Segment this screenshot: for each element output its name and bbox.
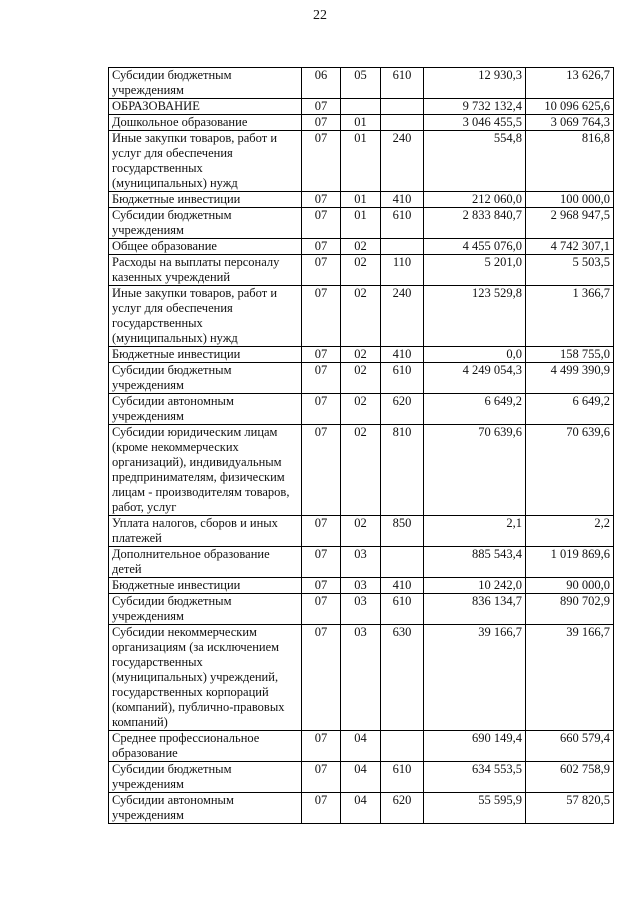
amount-year1-cell: 3 046 455,5 bbox=[424, 115, 526, 131]
subsection-code-cell: 02 bbox=[341, 516, 381, 547]
amount-year2-cell: 39 166,7 bbox=[526, 625, 614, 731]
expense-type-cell: 410 bbox=[381, 347, 424, 363]
row-name-cell: Субсидии автономным учреждениям bbox=[109, 793, 302, 824]
subsection-code-cell: 01 bbox=[341, 115, 381, 131]
expense-type-cell: 610 bbox=[381, 208, 424, 239]
section-code-cell: 06 bbox=[302, 68, 341, 99]
table-row bbox=[109, 68, 614, 99]
table-row bbox=[109, 255, 614, 286]
expense-type-cell: 240 bbox=[381, 131, 424, 192]
amount-year2-cell: 4 499 390,9 bbox=[526, 363, 614, 394]
subsection-code-cell: 02 bbox=[341, 286, 381, 347]
amount-year1-cell: 885 543,4 bbox=[424, 547, 526, 578]
section-code-cell: 07 bbox=[302, 115, 341, 131]
subsection-code-cell: 03 bbox=[341, 547, 381, 578]
expense-type-cell: 410 bbox=[381, 578, 424, 594]
amount-year2-cell: 6 649,2 bbox=[526, 394, 614, 425]
row-name-cell: Субсидии бюджетным учреждениям bbox=[109, 68, 302, 99]
section-code-cell: 07 bbox=[302, 594, 341, 625]
row-name-cell: Субсидии бюджетным учреждениям bbox=[109, 208, 302, 239]
expense-type-cell: 630 bbox=[381, 625, 424, 731]
subsection-code-cell bbox=[341, 99, 381, 115]
expense-type-cell bbox=[381, 239, 424, 255]
amount-year1-cell: 836 134,7 bbox=[424, 594, 526, 625]
amount-year1-cell: 690 149,4 bbox=[424, 731, 526, 762]
table-row bbox=[109, 208, 614, 239]
subsection-code-cell: 04 bbox=[341, 731, 381, 762]
row-name-cell: Иные закупки товаров, работ и услуг для обеспечения государственных (муниципальных) нужд bbox=[109, 131, 302, 192]
expense-type-cell bbox=[381, 547, 424, 578]
expense-type-cell: 240 bbox=[381, 286, 424, 347]
table-row bbox=[109, 731, 614, 762]
page-number: 22 bbox=[313, 8, 327, 23]
expense-type-cell: 620 bbox=[381, 394, 424, 425]
table-row bbox=[109, 625, 614, 731]
table-row bbox=[109, 192, 614, 208]
row-name-cell: Субсидии юридическим лицам (кроме некоммерческих организаций), индивидуальным предпринимателям, физическим лицам - производителям товаров, работ, услуг bbox=[109, 425, 302, 516]
section-code-cell: 07 bbox=[302, 394, 341, 425]
amount-year2-cell: 3 069 764,3 bbox=[526, 115, 614, 131]
expense-type-cell: 610 bbox=[381, 594, 424, 625]
row-name-cell: Дополнительное образование детей bbox=[109, 547, 302, 578]
table-row bbox=[109, 363, 614, 394]
row-name-cell: Субсидии бюджетным учреждениям bbox=[109, 594, 302, 625]
row-name-cell: Субсидии автономным учреждениям bbox=[109, 394, 302, 425]
subsection-code-cell: 02 bbox=[341, 363, 381, 394]
subsection-code-cell: 03 bbox=[341, 625, 381, 731]
subsection-code-cell: 05 bbox=[341, 68, 381, 99]
section-code-cell: 07 bbox=[302, 192, 341, 208]
subsection-code-cell: 04 bbox=[341, 793, 381, 824]
table-row bbox=[109, 594, 614, 625]
amount-year2-cell: 10 096 625,6 bbox=[526, 99, 614, 115]
section-code-cell: 07 bbox=[302, 625, 341, 731]
row-name-cell: Иные закупки товаров, работ и услуг для обеспечения государственных (муниципальных) нужд bbox=[109, 286, 302, 347]
subsection-code-cell: 02 bbox=[341, 425, 381, 516]
subsection-code-cell: 02 bbox=[341, 239, 381, 255]
expense-type-cell: 850 bbox=[381, 516, 424, 547]
row-name-cell: Дошкольное образование bbox=[109, 115, 302, 131]
section-code-cell: 07 bbox=[302, 547, 341, 578]
subsection-code-cell: 01 bbox=[341, 208, 381, 239]
subsection-code-cell: 03 bbox=[341, 578, 381, 594]
expense-type-cell bbox=[381, 99, 424, 115]
section-code-cell: 07 bbox=[302, 286, 341, 347]
row-name-cell: Субсидии бюджетным учреждениям bbox=[109, 363, 302, 394]
amount-year2-cell: 70 639,6 bbox=[526, 425, 614, 516]
amount-year1-cell: 2 833 840,7 bbox=[424, 208, 526, 239]
row-name-cell: Бюджетные инвестиции bbox=[109, 347, 302, 363]
amount-year1-cell: 55 595,9 bbox=[424, 793, 526, 824]
amount-year2-cell: 57 820,5 bbox=[526, 793, 614, 824]
section-code-cell: 07 bbox=[302, 578, 341, 594]
subsection-code-cell: 03 bbox=[341, 594, 381, 625]
amount-year2-cell: 5 503,5 bbox=[526, 255, 614, 286]
amount-year1-cell: 9 732 132,4 bbox=[424, 99, 526, 115]
table-row bbox=[109, 793, 614, 824]
amount-year1-cell: 12 930,3 bbox=[424, 68, 526, 99]
amount-year1-cell: 4 249 054,3 bbox=[424, 363, 526, 394]
row-name-cell: Общее образование bbox=[109, 239, 302, 255]
amount-year2-cell: 100 000,0 bbox=[526, 192, 614, 208]
row-name-cell: Расходы на выплаты персоналу казенных учреждений bbox=[109, 255, 302, 286]
section-code-cell: 07 bbox=[302, 425, 341, 516]
table-row bbox=[109, 115, 614, 131]
expense-type-cell: 610 bbox=[381, 68, 424, 99]
amount-year2-cell: 602 758,9 bbox=[526, 762, 614, 793]
section-code-cell: 07 bbox=[302, 363, 341, 394]
section-code-cell: 07 bbox=[302, 516, 341, 547]
row-name-cell: Бюджетные инвестиции bbox=[109, 192, 302, 208]
amount-year1-cell: 2,1 bbox=[424, 516, 526, 547]
table-row bbox=[109, 131, 614, 192]
table-row bbox=[109, 578, 614, 594]
amount-year2-cell: 90 000,0 bbox=[526, 578, 614, 594]
section-code-cell: 07 bbox=[302, 239, 341, 255]
amount-year2-cell: 13 626,7 bbox=[526, 68, 614, 99]
amount-year2-cell: 660 579,4 bbox=[526, 731, 614, 762]
table-row bbox=[109, 516, 614, 547]
section-code-cell: 07 bbox=[302, 208, 341, 239]
table-row bbox=[109, 394, 614, 425]
expense-type-cell: 110 bbox=[381, 255, 424, 286]
amount-year2-cell: 158 755,0 bbox=[526, 347, 614, 363]
amount-year2-cell: 816,8 bbox=[526, 131, 614, 192]
amount-year1-cell: 6 649,2 bbox=[424, 394, 526, 425]
section-code-cell: 07 bbox=[302, 793, 341, 824]
amount-year2-cell: 1 019 869,6 bbox=[526, 547, 614, 578]
section-code-cell: 07 bbox=[302, 762, 341, 793]
row-name-cell: Субсидии некоммерческим организациям (за исключением государственных (муниципальных) учреждений, государственных корпораций (компаний), публично-правовых компаний) bbox=[109, 625, 302, 731]
amount-year2-cell: 2,2 bbox=[526, 516, 614, 547]
amount-year1-cell: 10 242,0 bbox=[424, 578, 526, 594]
table-row bbox=[109, 425, 614, 516]
expense-type-cell: 610 bbox=[381, 363, 424, 394]
expense-type-cell: 810 bbox=[381, 425, 424, 516]
expense-type-cell: 620 bbox=[381, 793, 424, 824]
table-row bbox=[109, 286, 614, 347]
amount-year1-cell: 4 455 076,0 bbox=[424, 239, 526, 255]
table-row bbox=[109, 347, 614, 363]
amount-year1-cell: 212 060,0 bbox=[424, 192, 526, 208]
budget-table-body bbox=[109, 68, 614, 824]
row-name-cell: Бюджетные инвестиции bbox=[109, 578, 302, 594]
subsection-code-cell: 02 bbox=[341, 394, 381, 425]
expense-type-cell bbox=[381, 731, 424, 762]
amount-year2-cell: 890 702,9 bbox=[526, 594, 614, 625]
amount-year1-cell: 554,8 bbox=[424, 131, 526, 192]
section-code-cell: 07 bbox=[302, 731, 341, 762]
section-code-cell: 07 bbox=[302, 255, 341, 286]
row-name-cell: ОБРАЗОВАНИЕ bbox=[109, 99, 302, 115]
subsection-code-cell: 04 bbox=[341, 762, 381, 793]
section-code-cell: 07 bbox=[302, 131, 341, 192]
row-name-cell: Уплата налогов, сборов и иных платежей bbox=[109, 516, 302, 547]
amount-year1-cell: 634 553,5 bbox=[424, 762, 526, 793]
table-row bbox=[109, 762, 614, 793]
amount-year1-cell: 39 166,7 bbox=[424, 625, 526, 731]
budget-table bbox=[108, 67, 614, 824]
section-code-cell: 07 bbox=[302, 99, 341, 115]
amount-year2-cell: 2 968 947,5 bbox=[526, 208, 614, 239]
amount-year1-cell: 70 639,6 bbox=[424, 425, 526, 516]
table-row bbox=[109, 547, 614, 578]
subsection-code-cell: 01 bbox=[341, 192, 381, 208]
table-row bbox=[109, 99, 614, 115]
subsection-code-cell: 01 bbox=[341, 131, 381, 192]
expense-type-cell: 610 bbox=[381, 762, 424, 793]
expense-type-cell bbox=[381, 115, 424, 131]
row-name-cell: Среднее профессиональное образование bbox=[109, 731, 302, 762]
section-code-cell: 07 bbox=[302, 347, 341, 363]
table-row bbox=[109, 239, 614, 255]
expense-type-cell: 410 bbox=[381, 192, 424, 208]
amount-year1-cell: 123 529,8 bbox=[424, 286, 526, 347]
subsection-code-cell: 02 bbox=[341, 255, 381, 286]
amount-year2-cell: 4 742 307,1 bbox=[526, 239, 614, 255]
amount-year1-cell: 5 201,0 bbox=[424, 255, 526, 286]
subsection-code-cell: 02 bbox=[341, 347, 381, 363]
amount-year1-cell: 0,0 bbox=[424, 347, 526, 363]
amount-year2-cell: 1 366,7 bbox=[526, 286, 614, 347]
row-name-cell: Субсидии бюджетным учреждениям bbox=[109, 762, 302, 793]
